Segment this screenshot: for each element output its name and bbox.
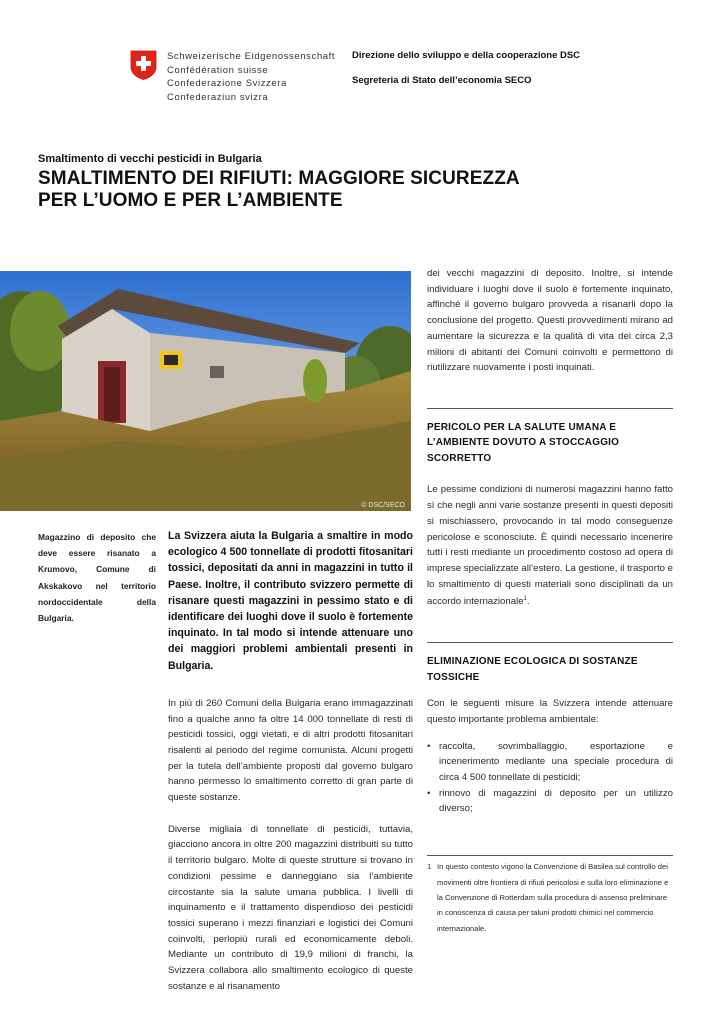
heading-line: SCORRETTO [427, 452, 492, 464]
measures-list [427, 739, 673, 818]
section-text-end: . [526, 596, 530, 608]
warehouse-photo [0, 271, 411, 511]
middle-column [168, 528, 413, 994]
document-kicker: Smaltimento di vecchi pesticidi in Bulgaria [38, 153, 262, 165]
footnote [427, 859, 673, 936]
section-heading-elimination [427, 654, 673, 685]
right-column [427, 266, 673, 936]
title-line: PER L’UOMO E PER L’AMBIENTE [38, 190, 343, 211]
heading-line: L’AMBIENTE DOVUTO A STOCCAGGIO [427, 437, 620, 449]
photo-caption: Magazzino di deposito che deve essere risanato a Krumovo, Comune di Akskakovo nel territorio nordoccidentale della Bulgaria. [38, 532, 156, 624]
footnote-text: In questo contesto vigono la Convenzione di Basilea sul controllo dei movimenti oltre frontiera di rifiuti pericolosi e sulla loro eliminazione e la Convenzione di Rotterdam sulla procedura di assenso preliminare in conoscenza di causa per taluni prodotti chimici nel commercio internazionale. [437, 862, 669, 933]
section-paragraph [427, 482, 673, 610]
footnote-number: 1 [427, 862, 432, 872]
list-item: • raccolta, sovrimballaggio, esportazione e incenerimento mediante una speciale procedura di circa 4 500 tonnellate di pesticidi; [427, 739, 673, 786]
heading-line: ELIMINAZIONE ECOLOGICA DI SOSTANZE [427, 656, 638, 668]
swiss-coat-of-arms-logo [130, 50, 157, 80]
section-intro: Con le seguenti misure la Svizzera intende attenuare questo importante problema ambientale: [427, 698, 673, 725]
section-divider [427, 408, 673, 409]
org-name-line: Schweizerische Eidgenossenschaft [167, 51, 336, 62]
federal-org-names [167, 50, 335, 104]
title-line: SMALTIMENTO DEI RIFIUTI: MAGGIORE SICUREZZA [38, 168, 520, 189]
list-item: • rinnovo di magazzini di deposito per un utilizzo diverso; [427, 786, 673, 817]
lead-paragraph: La Svizzera aiuta la Bulgaria a smaltire in modo ecologico 4 500 tonnellate di prodotti fitosanitari tossici, depositati da anni in magazzini in tutto il Paese. Inoltre, il contributo svizzero permette di risanare questi magazzini in pessimo stato e di identificare dei luoghi dove il suolo è fortemente inquinato. In tal modo si intende attenuare uno dei maggiori problemi ambientali presenti in Bulgaria. [168, 530, 413, 672]
body-paragraph: In più di 260 Comuni della Bulgaria erano immagazzinati fino a qualche anno fa oltre 14 000 tonnellate di resti di pesticidi tossici, oggi vietati, e di altri prodotti fitosanitari risalenti al periodo del regime comunista. Alcuni progetti per la tutela dell’ambiente proposti dal governo bulgaro hanno permesso lo smaltimento corretto di gran parte di queste sostanze. [168, 697, 413, 804]
org-name-line: Confédération suisse [167, 64, 269, 76]
agency-dsc: Direzione dello sviluppo e della cooperazione DSC [352, 50, 581, 61]
footnote-divider [427, 855, 673, 856]
heading-line: PERICOLO PER LA SALUTE UMANA E [427, 421, 617, 433]
footnote-ref[interactable]: 1 [523, 596, 527, 603]
org-name-line: Confederaziun svizra [167, 91, 269, 103]
document-title [38, 168, 520, 212]
section-heading-health [427, 420, 673, 467]
continued-paragraph: dei vecchi magazzini di deposito. Inoltre, si intende individuare i luoghi dove il suolo è fortemente inquinato, affinché il governo bulgaro provveda a risanarli dopo la conclusione del progetto. Questi provvedimenti mirano ad aumentare la sicurezza e la qualità di vita dei circa 2,3 milioni di abitanti dei Comuni coinvolti e permettono di riutilizzare nuovamente i posti inquinati. [427, 268, 673, 374]
section-divider [427, 642, 673, 643]
agency-block [352, 50, 580, 86]
heading-line: TOSSICHE [427, 671, 480, 683]
agency-seco: Segreteria di Stato dell’economia SECO [352, 75, 532, 86]
body-paragraph: Diverse migliaia di tonnellate di pesticidi, tuttavia, giacciono ancora in oltre 200 magazzini distribuiti su tutto il territorio bulgaro. Molte di queste strutture si trovano in condizioni pessime e danneggiano sia l’ambiente circostante sia la salute umana pubblica. I livelli di inquinamento e il trattamento dispendioso dei pesticidi tossici superano i mezzi finanziari e logistici dei Comuni coinvolti, perlopiù rurali ed economicamente deboli. Mediante un contributo di 19,9 milioni di franchi, la Svizzera collabora allo smaltimento ecologico di queste sostanze e al risanamento [168, 823, 413, 992]
section-text: Le pessime condizioni di numerosi magazzini hanno fatto sì che negli anni varie sostanze presenti in questi depositi si mischiassero, provocando in tal modo conseguenze pericolose e sconosciute. È quindi necessario incenerire tutti i resti mediante un procedimento costoso ad opera di imprese specializzate all’estero. La gestione, il trasporto e lo smaltimento di questi materiali sono disciplinati da un accordo internazionale [427, 484, 673, 608]
photo-credit: © DSC/SECO [361, 502, 405, 509]
org-name-line: Confederazione Svizzera [167, 78, 287, 89]
